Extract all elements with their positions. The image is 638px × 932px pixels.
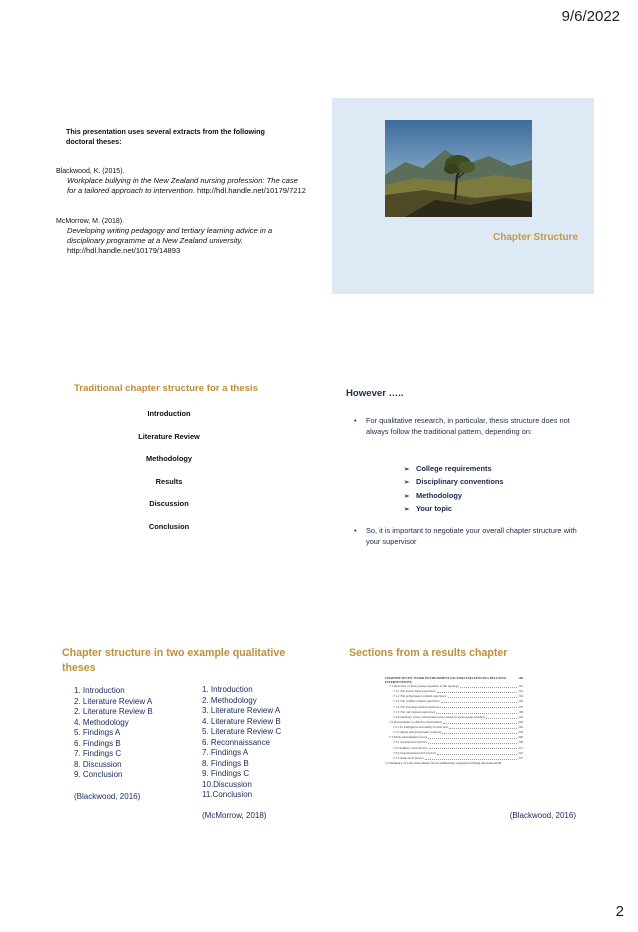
toc-page-number: 219 <box>518 750 523 755</box>
list-item <box>404 477 503 490</box>
list-item: 4. Methodology <box>74 717 129 727</box>
toc-entry-text: 7.3.4 Team-level factors <box>393 755 424 760</box>
list-item: 4. Literature Review B <box>202 716 281 726</box>
reference-author: McMorrow, M. (2018). <box>56 218 125 225</box>
list-item: Literature Review <box>138 431 200 441</box>
toc-page-number: 206 <box>518 740 523 745</box>
slide-chapter-structure <box>332 98 594 294</box>
toc-leader-dots <box>425 756 518 760</box>
list-item: 7. Findings C <box>74 749 122 759</box>
bullet-icon: • <box>354 416 357 425</box>
toc-entry-text: 7.3.3 Organisational-level factors <box>393 750 437 755</box>
page-number: 2 <box>615 903 624 920</box>
slide-title: Sections from a results chapter <box>349 647 508 659</box>
table-of-contents-excerpt <box>385 676 523 766</box>
list-item: Discussion <box>149 499 189 509</box>
list-item: 1. Introduction <box>202 685 253 694</box>
sub-bullet-list <box>404 464 503 518</box>
list-item: 6. Findings B <box>74 738 121 748</box>
arrow-bullet-icon: ➢ <box>404 492 410 500</box>
toc-leader-dots <box>441 699 517 703</box>
list-item <box>404 504 503 517</box>
reference-url: http://hdl.handle.net/10179/7212 <box>194 186 306 196</box>
toc-leader-dots <box>436 710 517 714</box>
list-item: 5. Literature Review C <box>202 727 282 737</box>
chapter-list <box>50 410 288 546</box>
toc-summary-line <box>385 761 523 766</box>
toc-entry-text: 7.2 Prerequisites to effective intervention <box>389 719 442 724</box>
toc-entry-text: 7.3.2 Industry-level factors <box>393 745 428 750</box>
bullet-point <box>354 416 580 437</box>
list-item: 3. Literature Review A <box>202 706 281 716</box>
toc-page-number: 211 <box>518 745 523 750</box>
toc-entry-text: 7.4 Summary of work environment factors influencing workplace bullying intervention <box>385 760 497 765</box>
toc-page-number: 227 <box>518 755 523 760</box>
slide-results-sections <box>332 640 594 836</box>
slide-thesis-sources <box>50 98 312 294</box>
toc-entry-text: 7.3.1 Societal-level factors <box>393 740 428 745</box>
toc-leader-dots <box>442 705 517 709</box>
list-item: 2. Methodology <box>202 695 257 705</box>
toc-leader-dots <box>460 684 517 688</box>
list-item-label: Disciplinary conventions <box>416 477 504 487</box>
bullet-point <box>354 526 580 547</box>
list-item: 7. Findings A <box>202 748 249 758</box>
list-item: 8. Discussion <box>74 759 122 769</box>
toc-entry-text: 7.1.4 The learning-related experience <box>393 704 442 709</box>
list-item: 11.Conclusion <box>202 790 253 800</box>
toc-entry-text: 7.1.3 The conflict-related experience <box>393 699 440 704</box>
toc-entry-text: 7.1.5 The role-related experience <box>393 709 436 714</box>
reference-title: Workplace bullying in the New Zealand nursing profession: The case for a tailored approach to intervention. <box>67 176 298 196</box>
slide-title: However ….. <box>346 388 404 399</box>
toc-entry-text: 7.2.2 Target and perpetrator response <box>393 730 442 735</box>
slide-title: Chapter Structure <box>492 232 578 243</box>
toc-page-number: 206 <box>518 735 523 740</box>
page-date: 9/6/2022 <box>561 8 620 25</box>
list-item: 2. Literature Review A <box>74 696 153 706</box>
toc-entry-text: 7.1.6 Summary of key intervention areas raised by focus group members <box>393 714 486 719</box>
citation: (Blackwood, 2016) <box>509 811 576 820</box>
bullet-text: For qualitative research, in particular, thesis structure does not always follow the traditional pattern, depending on: <box>366 416 570 436</box>
toc-page-number: 190 <box>518 676 523 680</box>
toc-lines <box>385 684 523 761</box>
slide-however <box>332 372 594 568</box>
list-item-label: Your topic <box>416 504 452 514</box>
toc-heading <box>385 676 523 684</box>
reference-blackwood <box>56 166 306 196</box>
toc-page-number: 204 <box>518 730 523 735</box>
toc-leader-dots <box>448 694 518 698</box>
list-item: 9. Conclusion <box>74 770 123 780</box>
list-item-label: Methodology <box>416 490 462 500</box>
chapter-list-blackwood <box>74 686 153 781</box>
list-item: 6. Reconnaissance <box>202 737 271 747</box>
list-item: 9. Findings C <box>202 769 250 779</box>
list-item: 1. Introduction <box>74 686 125 695</box>
toc-entry-text: 7.2.1 In willingness and ability to intervene <box>393 725 449 729</box>
toc-leader-dots <box>449 725 517 729</box>
list-item: Methodology <box>146 454 192 464</box>
citation: (McMorrow, 2018) <box>202 811 267 820</box>
list-item <box>404 491 503 504</box>
list-item-label: College requirements <box>416 464 492 473</box>
toc-page-number: 202 <box>518 719 523 724</box>
slide-traditional-structure <box>50 372 312 568</box>
toc-page-number: 197 <box>518 704 523 709</box>
arrow-bullet-icon: ➢ <box>404 466 410 473</box>
arrow-bullet-icon: ➢ <box>404 506 410 514</box>
toc-page-number: 230 <box>496 760 502 765</box>
toc-entry-text: 7.1 Overview of focus group responses to the typology <box>389 684 460 688</box>
reference-mcmorrow <box>56 216 306 257</box>
bullet-icon: • <box>354 526 357 535</box>
toc-leader-dots <box>429 746 518 750</box>
toc-entry-text: 7.3 Work environment factors <box>389 735 428 740</box>
list-item: 8. Findings B <box>202 758 249 768</box>
toc-page-number: 202 <box>518 725 523 729</box>
toc-leader-dots <box>437 751 517 755</box>
landscape-photo <box>385 120 532 217</box>
slide-lead-text: This presentation uses several extracts from the following doctoral theses: <box>66 127 265 146</box>
citation: (Blackwood, 2016) <box>74 792 141 801</box>
toc-leader-dots <box>437 689 517 693</box>
list-item: 10.Discussion <box>202 779 252 789</box>
toc-page-number: 199 <box>518 709 523 714</box>
toc-leader-dots <box>442 730 517 734</box>
toc-leader-dots <box>428 735 517 739</box>
list-item: Results <box>155 476 183 486</box>
list-item: 2. Literature Review B <box>74 707 153 717</box>
reference-title: Developing writing pedagogy and tertiary learning advice in a disciplinary programme at a New Zealand university. <box>67 226 273 246</box>
slide-title: Chapter structure in two example qualitative theses <box>62 647 286 674</box>
toc-heading-text: CHAPTER SEVEN: WORK ENVIRONMENT FACTORS INFLUENCING BULLYING INTERVENTIONS <box>385 676 507 684</box>
toc-leader-dots <box>443 720 518 724</box>
toc-page-number: 191 <box>518 684 523 688</box>
arrow-bullet-icon: ➢ <box>404 479 410 487</box>
toc-page-number: 194 <box>518 694 523 699</box>
toc-entry-text: 7.1.1 The known bully experience <box>393 689 436 694</box>
toc-page-number: 201 <box>518 714 523 719</box>
toc-page-number: 195 <box>518 699 523 704</box>
list-item: 5. Findings A <box>74 728 121 738</box>
toc-leader-dots <box>486 715 517 719</box>
reference-author: Blackwood, K. (2015). <box>56 168 125 175</box>
bullet-text: So, it is important to negotiate your overall chapter structure with your supervisor <box>366 526 577 546</box>
list-item: Conclusion <box>148 521 190 531</box>
slide-title: Traditional chapter structure for a thesis <box>74 383 258 394</box>
toc-leader-dots <box>428 740 517 744</box>
slide-example-theses <box>50 640 312 836</box>
reference-url: http://hdl.handle.net/10179/14893 <box>67 246 181 256</box>
list-item <box>404 464 503 477</box>
toc-page-number: 191 <box>518 689 523 694</box>
toc-entry-text: 7.1.2 The performance-related experience <box>393 694 447 699</box>
list-item: Introduction <box>147 409 191 418</box>
chapter-list-mcmorrow <box>202 685 281 801</box>
